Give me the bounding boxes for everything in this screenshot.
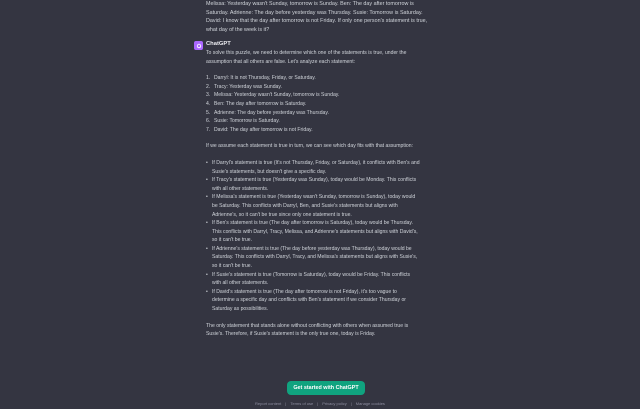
list-text: If Susie's statement is true (Tomorrow is Saturday), today would be Friday. This conflicts [212,271,411,278]
list-text: with all other statements. [212,185,269,192]
list-text: If Tracy's statement is true (Yesterday was Sunday), today would be Monday. This conflicts [212,177,417,184]
list-number: 6. [206,118,211,125]
user-message-line: David: I know that the day after tomorrow is not Friday. If only one person's statement is true, [206,18,428,25]
intro-paragraph [206,49,450,66]
list-number: 3. [206,92,211,99]
list-text: so it can't be true. [212,263,253,270]
list-item [206,159,450,176]
list-text: Adrienne: The day before yesterday was Thursday. [214,109,329,116]
list-item [206,288,450,314]
list-text: Melissa: Yesterday wasn't Sunday, tomorrow is Sunday. [214,92,340,99]
list-text: Adrienne's, so it can't be true since only one statement is true. [212,211,352,218]
report-content-link[interactable]: Report content [255,401,282,406]
list-item [206,109,450,118]
list-item [206,91,450,100]
list-item [206,83,450,92]
assumption-paragraph: If we assume each statement is true in turn, we can see which day fits with that assumption: [206,143,413,150]
bullet-icon: • [206,245,208,252]
intro-line: assumption that all others are false. Let's analyze each statement: [206,58,356,65]
conclusion-line: The only statement that stands alone without conflicting with others when assumed true is [206,322,409,329]
list-number: 5. [206,109,211,116]
footer-separator: | [350,401,352,406]
bullet-icon: • [206,194,208,201]
list-item [206,126,450,135]
list-text: If Adrienne's statement is true (The day before yesterday was Thursday), today would be [212,245,412,252]
list-text: Darryl: It is not Thursday, Friday, or Saturday. [214,75,316,82]
conclusion-paragraph [206,322,450,339]
list-text: Tracy: Yesterday was Sunday. [214,83,282,90]
analysis-list [206,159,450,314]
list-item [206,176,450,193]
list-item [206,271,450,288]
statements-list [206,74,450,134]
list-item [206,219,450,245]
list-text: If Melissa's statement is true (Yesterday wasn't Sunday, tomorrow is Sunday), today would [212,194,416,201]
list-item [206,245,450,271]
user-message-line: Saturday. Adrienne: The day before yesterday was Thursday. Susie: Tomorrow is Saturday. [206,9,423,16]
conclusion-line: Susie's. Therefore, if Susie's statement is the only true one, today is Friday. [206,331,376,338]
list-number: 1. [206,75,211,82]
footer-links [0,401,640,406]
list-text: David: The day after tomorrow is not Friday. [214,126,313,133]
intro-line: To solve this puzzle, we need to determine which one of the statements is true, under the [206,50,407,56]
list-number: 4. [206,100,211,107]
assistant-response [206,49,450,347]
list-text: If Darryl's statement is true (It's not Thursday, Friday, or Saturday), it conflicts with Ben's and [212,159,420,166]
bullet-icon: • [206,271,208,278]
bullet-icon: • [206,288,208,295]
privacy-policy-link[interactable]: Privacy policy [322,401,347,406]
list-number: 7. [206,126,211,133]
list-text: Susie: Tomorrow is Saturday. [214,118,280,125]
list-text: determine a specific day and conflicts with Ben's statement if we consider Thursday or [212,297,406,304]
list-text: so it can't be true. [212,237,253,244]
list-number: 2. [206,83,211,90]
list-text: be Saturday. This conflicts with Darryl, Ben, and Susie's statements but aligns with [212,202,398,209]
assistant-avatar [194,41,203,50]
bullet-icon: • [206,220,208,227]
bullet-icon: • [206,177,208,184]
footer-separator: | [317,401,319,406]
list-text: This conflicts with Darryl, Tracy, Melissa, and Adrienne's statements but aligns with David's, [212,228,418,235]
list-text: If David's statement is true (The day after tomorrow is not Friday), it's too vague to [212,288,397,295]
terms-of-use-link[interactable]: Terms of use [290,401,314,406]
manage-cookies-link[interactable]: Manage cookies [355,401,385,406]
list-item [206,117,450,126]
list-item [206,100,450,109]
list-text: Saturday as possibilities. [212,306,269,313]
list-item [206,74,450,83]
list-text: Saturday. This conflicts with Darryl, Tracy, and Melissa's statements but aligns with Susie's, [212,254,418,261]
user-message-line: what day of the week is it? [206,26,270,33]
openai-logo-icon [196,43,202,49]
bullet-icon: • [206,159,208,166]
list-item [206,193,450,219]
list-text: Ben: The day after tomorrow is Saturday. [214,100,307,107]
list-text: If Ben's statement is true (The day after tomorrow is Saturday), today would be Thursday. [212,220,413,227]
list-text: with all other statements. [212,280,269,287]
get-started-button[interactable]: Get started with ChatGPT [287,381,365,395]
user-message-line: Melissa: Yesterday wasn't Sunday, tomorrow is Sunday. Ben: The day after tomorrow is [206,1,414,7]
user-message [206,0,444,34]
footer-separator: | [285,401,287,406]
assistant-name: ChatGPT [206,41,231,47]
list-text: Susie's statements, but doesn't give a specific day. [212,168,327,175]
